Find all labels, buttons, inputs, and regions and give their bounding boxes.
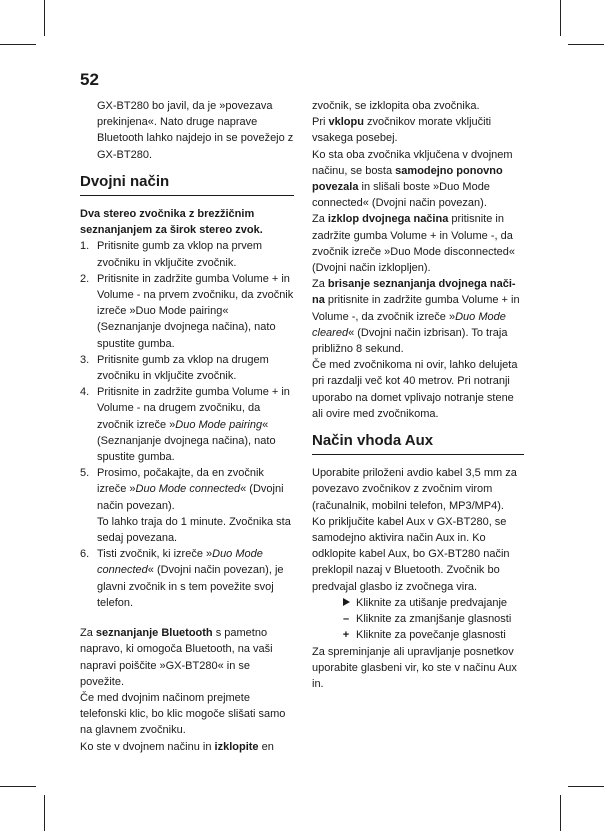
power-off-paragraph: Ko ste v dvojnem načinu in izklopite en bbox=[80, 740, 274, 753]
control-volume-down: – Kliknite za zmanjšanje glasnosti bbox=[312, 611, 524, 627]
section-heading-dual-mode: Dvojni način bbox=[80, 174, 294, 196]
step-item: 2. Pritisnite in zadržite gumba Volume + in Volume - na prvem zvočniku, da zvočnik izreče »Duo Mode pairing« (Seznanjanje dvojnega načina), nato spustite gumba. bbox=[80, 272, 294, 350]
clear-pairing-paragraph: Za brisanje seznanjanja dvojnega nači-na pritisnite in zadržite gumba Volume + in Volume -, da zvočnik izreče »Duo Mode cleared« (Dvojni način izbrisan). To traja približno 8 sekund. bbox=[312, 278, 520, 356]
step-item: 3. Pritisnite gumb za vklop na drugem zvočniku in vključite zvočnik. bbox=[80, 353, 269, 383]
crop-mark bbox=[560, 795, 561, 831]
plus-icon: + bbox=[342, 629, 350, 642]
reconnect-paragraph: Ko sta oba zvočnika vključena v dvojnem načinu, se bosta samodejno ponovno povezala in slišali boste »Duo Mode connected« (Dvojni način povezan). bbox=[312, 148, 513, 210]
disable-dual-paragraph: Za izklop dvojnega načina pritisnite in zadržite gumba Volume + in Volume -, da zvočnik izreče »Duo Mode disconnected« (Dvojni način izklopljen). bbox=[312, 213, 516, 275]
crop-mark bbox=[44, 0, 45, 36]
control-play: Kliknite za utišanje predvajanje bbox=[312, 595, 524, 611]
crop-mark bbox=[568, 786, 604, 787]
bluetooth-pairing-paragraph: Za seznanjanje Bluetooth s pametno napravo, ki omogoča Bluetooth, na vaši napravi poiščite »GX-BT280« in se povežite. bbox=[80, 627, 273, 688]
aux-paragraph-2: Ko priključite kabel Aux v GX-BT280, se samodejno aktivira način Aux in. Ko odklopite kabel Aux, bo GX-BT280 način preklopil nazaj v Bluetooth. Zvočnik bo predvajal glasbo iz zvočnega vira. bbox=[312, 515, 510, 593]
crop-mark bbox=[0, 786, 36, 787]
step-item: 1. Pritisnite gumb za vklop na prvem zvočniku in vključite zvočnik. bbox=[80, 240, 263, 269]
play-icon bbox=[340, 595, 352, 611]
step-item: 5. Prosimo, počakajte, da en zvočnik izreče »Duo Mode connected« (Dvojni način povezan). To lahko traja do 1 minute. Zvočnika sta sedaj povezana. bbox=[80, 467, 291, 545]
final-paragraph: Za spreminjanje ali upravljanje posnetkov uporabite glasbeni vir, ko ste v načinu Aux in. bbox=[312, 645, 517, 690]
power-on-paragraph: Pri vklopu zvočnikov morate vključiti vsakega posebej. bbox=[312, 116, 492, 145]
steps-list bbox=[80, 238, 294, 611]
step-item: 4. Pritisnite in zadržite gumba Volume + in Volume - na drugem zvočniku, da zvočnik izreče »Duo Mode pairing« (Seznanjanje dvojnega načina), nato spustite gumba. bbox=[80, 386, 290, 464]
control-volume-up: + Kliknite za povečanje glasnosti bbox=[312, 627, 524, 643]
range-paragraph: Če med zvočnikoma ni ovir, lahko delujeta pri razdalji več kot 40 metrov. Pri notranji uporabo na domet vplivajo notranje stene ali ovire med zvočnikoma. bbox=[312, 359, 518, 420]
section-heading-aux-mode: Način vhoda Aux bbox=[312, 433, 524, 455]
page-number: 52 bbox=[80, 70, 99, 89]
aux-paragraph-1: Uporabite priloženi avdio kabel 3,5 mm za povezavo zvočnikov z zvočnim virom (računalnik, mobilni telefon, MP3/MP4). bbox=[312, 467, 517, 512]
crop-mark bbox=[44, 795, 45, 831]
step-item: 6. Tisti zvočnik, ki izreče »Duo Mode connected« (Dvojni način povezan), je glavni zvočnik in s tem povežite svoj telefon. bbox=[80, 548, 284, 609]
intro-paragraph: GX-BT280 bo javil, da je »povezava prekinjena«. Nato druge naprave Bluetooth lahko najdejo in se povežejo z GX-BT280. bbox=[97, 100, 294, 161]
crop-mark bbox=[0, 44, 36, 45]
call-paragraph: Če med dvojnim načinom prejmete telefonski klic, bo klic mogoče slišati samo na glavnem zvočniku. bbox=[80, 691, 286, 737]
crop-mark bbox=[568, 44, 604, 45]
continuation-paragraph: zvočnik, se izklopita oba zvočnika. bbox=[312, 100, 480, 112]
dual-mode-subheading: Dva stereo zvočnika z brezžičnim seznanjanjem za širok stereo zvok. bbox=[80, 208, 263, 237]
left-column bbox=[80, 98, 294, 755]
crop-mark bbox=[560, 0, 561, 36]
minus-icon: – bbox=[342, 613, 350, 626]
right-column bbox=[312, 98, 524, 692]
